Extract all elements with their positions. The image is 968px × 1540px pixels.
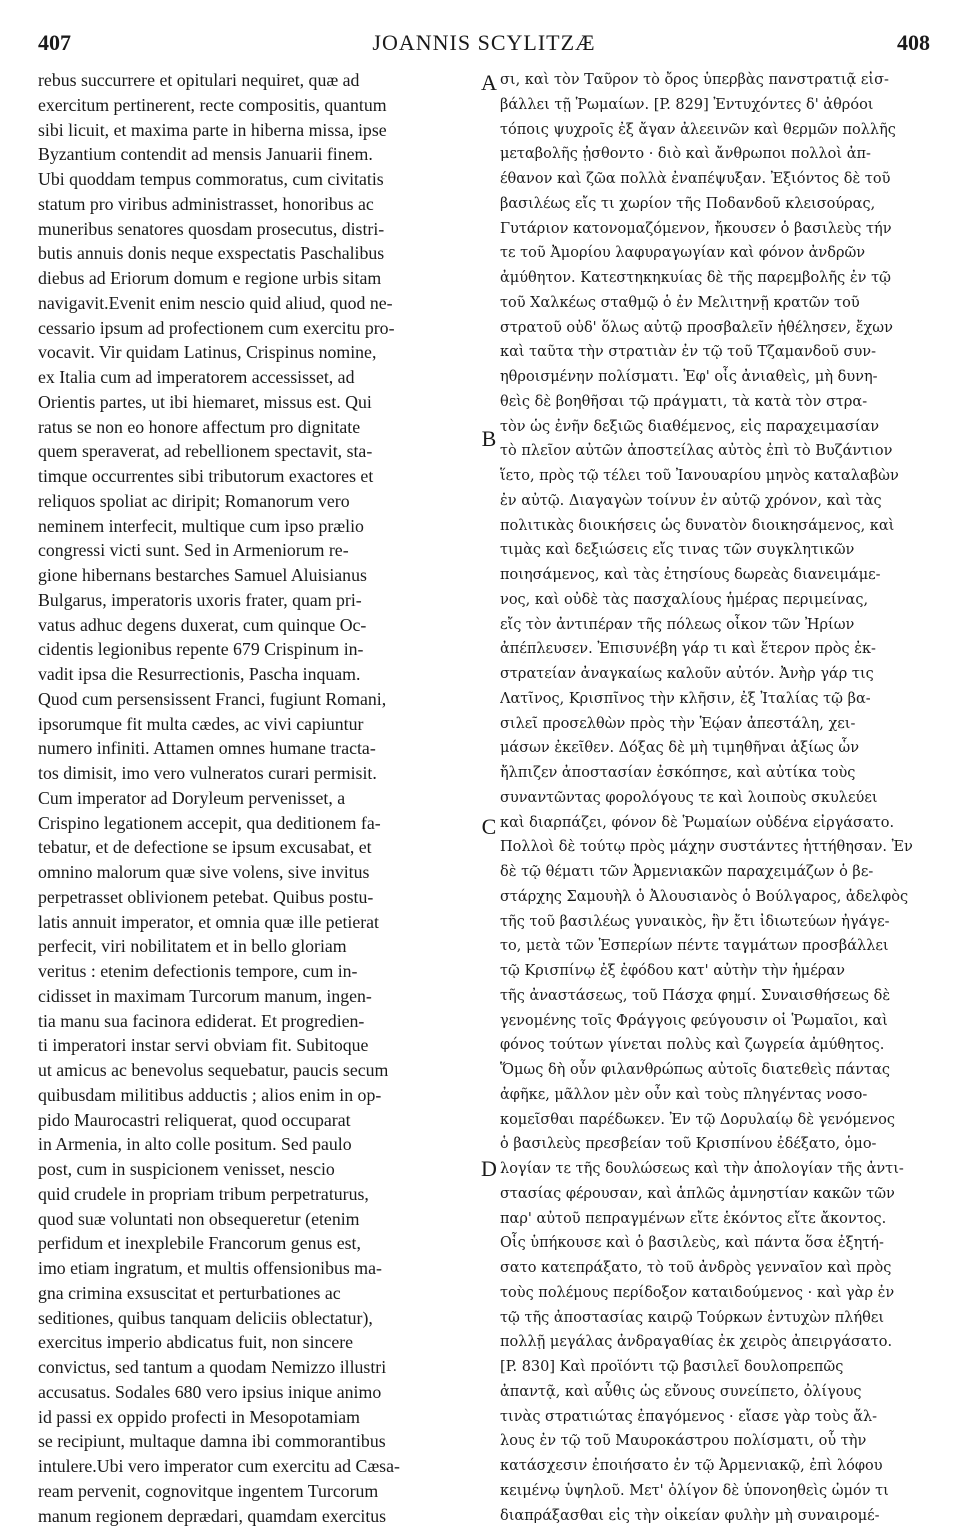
latin-text-line: exercitus imperio abdicatus fuit, non sincere — [38, 1332, 354, 1353]
latin-text-line: reliquos spoliat ac diripit; Romanorum vero — [38, 490, 350, 511]
latin-text-line: Quod cum persensissent Franci, fugiunt Romani, — [38, 688, 387, 709]
greek-text-line: ὁ βασιλεὺς πρεσβείαν τοῦ Κρισπίνου ἐδέξατο, ὁμο- — [500, 1136, 877, 1153]
latin-text-line: vadit ipsa die Resurrectionis, Pascha inquam. — [38, 664, 361, 684]
section-marker-c: C — [481, 814, 497, 839]
greek-text-line: ἐν αὐτῷ. Διαγαγὼν τοίνυν ἐν αὐτῷ χρόνον, καὶ τὰς — [500, 492, 882, 509]
greek-text-line: κομεῖσθαι παρέδωκεν. Ἐν τῷ Δορυλαίῳ δὲ γενόμενος — [500, 1111, 895, 1128]
greek-text-line: γενομένης τοῖς Φράγγοις φεύγουσιν οἱ Ῥωμαῖοι, καὶ — [500, 1012, 888, 1029]
greek-text-line: στάρχης Σαμουὴλ ὁ Ἀλουσιανὸς ὁ Βούλγαρος, ἀδελφὸς — [500, 888, 909, 905]
greek-text-line: καὶ διαρπάζει, φόνον δὲ Ῥωμαίων οὐδένα εἰργάσατο. — [500, 814, 895, 831]
latin-text-line: statum pro viribus administrasset, honoribus ac — [38, 193, 374, 214]
greek-text-line: φόνος τούτων γίνεται πολὺς καὶ ζωγρεία ἀμύθητος. — [500, 1037, 885, 1054]
greek-text-line: καὶ ταῦτα τὴν στρατιὰν ἐν τῷ τοῦ Τζαμανδοῦ συν- — [500, 344, 876, 361]
latin-text-line: intulere.Ubi vero imperator cum exercitu ad Cæsa- — [38, 1456, 400, 1476]
greek-text-line: Πολλοὶ δὲ τούτῳ πρὸς μάχην συστάντες ἡττήθησαν. Ἐν — [500, 839, 913, 856]
greek-text-line: το, μετὰ τῶν Ἑσπερίων πέντε ταγμάτων προσβάλλει — [500, 938, 889, 955]
latin-text-line: imo etiam ingratum, et multis offensionibus ma- — [38, 1258, 382, 1278]
greek-text-line: ηθροισμένην πολίσματι. Ἐφ' οἷς ἀνιαθεὶς, μὴ δυνη- — [500, 369, 878, 385]
latin-text-line: ut amicus ac benevolus sequebatur, paucis secum — [38, 1060, 389, 1080]
right-page-number: 408 — [897, 30, 930, 55]
section-marker-d: D — [481, 1156, 497, 1181]
greek-text-line: στασίας φέρουσαν, καὶ ἁπλῶς ἀμνηστίαν κακῶν τῶν — [500, 1185, 895, 1202]
latin-text-line: Bulgarus, imperatoris uxoris frater, quam pri- — [38, 589, 362, 610]
latin-text-line: latis annuit imperator, et omnia quæ ille petierat — [38, 911, 379, 932]
greek-text-line: ἵετο, πρὸς τῷ τέλει τοῦ Ἰανουαρίου μηνὸς καταλαβὼν — [500, 468, 899, 484]
greek-text-line: βασιλέως εἴς τι χωρίον τῆς Ποδανδοῦ κλεισούρας, — [500, 195, 876, 212]
latin-text-line: se recipiunt, multaque damna ibi commorantibus — [38, 1431, 386, 1452]
greek-text-line: τῷ Κρισπίνῳ ἐξ ἐφόδου κατ' αὐτὴν τὴν ἡμέραν — [500, 963, 845, 979]
greek-text-line: έθανον καὶ ζῶα πολλὰ ἐναπέψυξαν. Ἐξιόντος δὲ τοῦ — [500, 171, 891, 187]
latin-text-line: gione hibernans bestarches Samuel Aluisianus — [38, 565, 367, 585]
latin-text-line: veritus : etenim defectionis tempore, cum in- — [38, 961, 358, 981]
latin-text-line: neminem interfecit, multique cum ipso prælio — [38, 515, 364, 536]
latin-text-line: tos dimisit, imo vero vulneratos curari permisit. — [38, 763, 377, 783]
left-page-number: 407 — [38, 30, 71, 55]
greek-text-line: Γυτάριον κατονομαζόμενον, ἤκουσεν ὁ βασιλεὺς τήν — [500, 220, 892, 237]
latin-text-line: manum regionem deprædari, quamdam exercitus — [38, 1505, 387, 1526]
greek-text-line: τινὰς στρατιώτας ἐπαγόμενος · εἴασε γὰρ τοὺς ἄλ- — [500, 1408, 878, 1425]
running-title: JOANNIS SCYLITZÆ — [372, 30, 596, 55]
greek-text-line: ἤλπιζεν ἀποστασίαν ἐσκόπησε, καὶ αὐτίκα τοὺς — [500, 765, 856, 781]
greek-text-line: παρ' αὐτοῦ πεπραγμένων εἴτε ἑκόντος εἴτε ἄκοντος. — [500, 1210, 887, 1227]
greek-text-line: ποιησάμενος, καὶ τὰς ἐτησίους δωρεὰς διανειμάμε- — [500, 567, 881, 583]
latin-text-line: Ubi quoddam tempus commoratus, cum civitatis — [38, 169, 384, 189]
latin-text-line: Cum imperator ad Doryleum pervenisset, a — [38, 787, 346, 808]
greek-text-line: θεὶς δὲ βοηθῆσαι τῷ πράγματι, τὰ κατὰ τὸν στρα- — [500, 393, 868, 410]
greek-text-line: τοὺς πολέμους περίδοξον καταιδούμενος · καὶ γὰρ ἐν — [500, 1284, 895, 1301]
page-header — [38, 30, 930, 62]
latin-text-line: numero infiniti. Attamen omnes humane tracta- — [38, 738, 376, 759]
greek-text-line: [P. 830] Καὶ προϊόντι τῷ βασιλεῖ δουλοπρεπῶς — [500, 1359, 844, 1375]
latin-text-line: cidentis legionibus repente 679 Crispinum in- — [38, 639, 364, 660]
latin-text-line: quod suæ voluntati non obsequeretur (etenim — [38, 1208, 360, 1229]
greek-text-line: μάσων ἐκεῖθεν. Δόξας δὲ μὴ τιμηθῆναι ἀξίως ὧν — [500, 740, 860, 757]
greek-text-line: κειμένῳ ὑψηλοῦ. Μετ' ὀλίγον δὲ ὑπονοηθεὶς ὠμόν τι — [500, 1482, 889, 1499]
latin-text-line: gna crimina exsuscitat et perturbationes ac — [38, 1282, 341, 1303]
greek-text-line: σι, καὶ τὸν Ταῦρον τὸ ὄρος ὑπερβὰς πανστρατιᾷ εἰσ- — [500, 72, 889, 88]
latin-text-line: ream pervenit, cognovitque ingentem Turcorum — [38, 1480, 379, 1501]
latin-text-line: sibi licuit, et maxima parte in hiberna missa, ipse — [38, 119, 387, 140]
latin-text-line: accusatus. Sodales 680 vero ipsius inique animo — [38, 1381, 382, 1402]
latin-text-line: ratus se non eo honore affectum pro dignitate — [38, 416, 361, 437]
greek-text-line: ἀμύθητον. Κατεστηκηκυίας δὲ τῆς παρεμβολῆς ἐν τῷ — [500, 270, 891, 286]
greek-text-line: νος, καὶ οὐδὲ τὰς πασχαλίους ἡμέρας περιμείνας, — [500, 591, 869, 608]
latin-text-line: navigavit.Evenit enim nescio quid aliud, quod ne- — [38, 292, 393, 313]
latin-text-line: tia manu sua facinora ediderat. Et progredien- — [38, 1010, 365, 1031]
greek-text-line: τῷ τῆς ἀποστασίας καιρῷ Τούρκων ἐντυχὼν πλήθει — [500, 1309, 885, 1326]
greek-text-line: τιμὰς καὶ δεξιώσεις εἴς τινας τῶν συγκλητικῶν — [500, 542, 855, 559]
greek-text-line: τοῦ Χαλκέως σταθμῷ ὁ ἐν Μελιτηνῇ κρατῶν τοῦ — [500, 294, 860, 311]
greek-text-line: λογίαν τε τῆς δουλώσεως καὶ τὴν ἀπολογίαν τῆς ἀντι- — [500, 1161, 904, 1177]
greek-text-line: τόποις ψυχροῖς ἐξ ἄγαν ἀλεεινῶν καὶ θερμῶν πολλῆς — [500, 121, 896, 138]
greek-text-line: τὸ πλεῖον αὐτῶν ἀποστείλας αὐτὸς ἐπὶ τὸ Βυζάντιον — [500, 443, 893, 460]
greek-text-line: Οἷς ὑπήκουσε καὶ ὁ βασιλεὺς, καὶ πάντα ὅσα ἐξητή- — [500, 1235, 884, 1252]
greek-text-line: εἴς τὸν ἀντιπέραν τῆς πόλεως οἶκον τῶν Ἠρίων — [500, 616, 855, 633]
latin-text-line: quem speraverat, ad rebellionem spectavit, sta- — [38, 441, 373, 462]
latin-text-line: perpetrasset oblivionem petebat. Quibus postu- — [38, 886, 374, 907]
greek-text-line: τῆς τοῦ βασιλέως γυναικὸς, ἣν ἔτι ἰδιωτεύων ἠγάγε- — [500, 913, 890, 930]
greek-text-line: πολιτικὰς διοικήσεις ὡς δυνατὸν διοικησάμενος, καὶ — [500, 517, 895, 534]
latin-text-line: id passi ex oppido profecti in Mesopotamiam — [38, 1406, 360, 1427]
latin-text-line: congressi victi sunt. Sed in Armeniorum re- — [38, 540, 349, 561]
greek-text-line: κατάσχεσιν ἐποιήσατο ἐν τῷ Ἀρμενιακῷ, ἐπὶ λόφου — [500, 1458, 883, 1474]
greek-text-line: ἀφῆκε, μᾶλλον μὲν οὖν καὶ τοὺς πληγέντας νοσο- — [500, 1086, 868, 1103]
latin-column — [38, 68, 476, 1528]
greek-text-line: Λατῖνος, Κρισπῖνος τὴν κλῆσιν, ἐξ Ἰταλίας τῷ βα- — [500, 690, 871, 707]
greek-text-line: Ὅμως δὴ οὖν φιλανθρώπως αὐτοῖς διατεθεὶς πάντας — [500, 1062, 890, 1078]
section-marker-a: A — [481, 70, 497, 95]
latin-text-line: tebatur, et de defectione se ipsum excusabat, et — [38, 837, 372, 858]
latin-text-line: cidisset in maximam Turcorum manum, ingen- — [38, 985, 372, 1006]
latin-text-line: convictus, sed tantum a quodam Nemizzo illustri — [38, 1357, 387, 1377]
latin-text-line: ex Italia cum ad imperatorem accessisset, ad — [38, 367, 355, 387]
latin-text-line: butis annuis donis neque exspectatis Paschalibus — [38, 243, 385, 264]
latin-text-line: seditiones, quibus tanquam deliciis oblectatur), — [38, 1307, 373, 1328]
latin-text-line: pido Maurocastri reliquerat, quod occuparat — [38, 1109, 351, 1130]
latin-text-line: quid crudele in propriam tribum perpetraturus, — [38, 1183, 369, 1204]
greek-text-line: τὸν ὡς ἐνῆν δεξιῶς διαθέμενος, εἰς παραχειμασίαν — [500, 418, 880, 435]
latin-text-line: post, cum in suspicionem venisset, nescio — [38, 1159, 335, 1179]
latin-text-line: omnino malorum quæ sive volens, sive invitus — [38, 862, 370, 882]
greek-text-line: συναντῶντας φορολόγους τε καὶ λοιποὺς σκυλεύει — [500, 789, 878, 806]
latin-text-line: Byzantium contendit ad mensis Januarii finem. — [38, 144, 373, 165]
latin-text-line: quibusdam militibus adductis ; alios enim in op- — [38, 1084, 382, 1105]
greek-column — [500, 68, 932, 1528]
greek-text-line: σιλεῖ προσελθὼν πρὸς τὴν Ἑῴαν ἀπεστάλη, χει- — [500, 715, 856, 732]
latin-text-line: cessario ipsum ad profectionem cum exercitu pro- — [38, 317, 395, 338]
latin-text-line: in Armenia, in alto colle positum. Sed paulo — [38, 1134, 352, 1155]
latin-text-line: exercitum pertinerent, recte compositis, quantum — [38, 94, 387, 115]
latin-text-line: vatus adhuc degens duxerat, cum quinque Oc- — [38, 614, 367, 635]
latin-text-line: ti imperatori instar servi obviam fit. Subitoque — [38, 1035, 369, 1056]
latin-text-line: muneribus senatores quosdam prosecutus, distri- — [38, 218, 385, 239]
greek-text-line: τε τοῦ Ἀμορίου λαφυραγωγίαν καὶ φόνον ἀνδρῶν — [500, 245, 866, 262]
latin-text-line: perfecit, viri nobilitatem et in bello gloriam — [38, 936, 347, 957]
latin-text-line: timque occurrentes sibi tributorum exactores et — [38, 466, 374, 486]
latin-text-line: ipsorumque fit multa cædes, ac vivi capiuntur — [38, 713, 364, 734]
greek-text-line: δὲ τῷ θέματι τῶν Ἀρμενιακῶν παραχειμάζων ὁ βε- — [500, 864, 874, 880]
latin-text-line: Crispino legationem accepit, qua deditionem fa- — [38, 812, 381, 833]
latin-text-line: vocavit. Vir quidam Latinus, Crispinus nomine, — [38, 342, 377, 363]
latin-text-line: Orientis partes, ut ibi hiemaret, missus est. Qui — [38, 391, 372, 412]
greek-text-line: βάλλει τῇ Ῥωμαίων. [P. 829] Ἐντυχόντες δ' ἀθρόοι — [500, 96, 874, 113]
section-marker-b: B — [481, 426, 497, 451]
latin-text-line: rebus succurrere et opitulari nequiret, quæ ad — [38, 70, 360, 90]
greek-text-line: τῆς ἀναστάσεως, τοῦ Πάσχα φημί. Συναισθήσεως δὲ — [500, 987, 891, 1004]
greek-text-line: μεταβολῆς ᾐσθοντο · διὸ καὶ ἄνθρωποι πολλοὶ ἀπ- — [500, 146, 871, 163]
latin-text-line: diebus ad Eriorum domum e regione urbis sitam — [38, 268, 382, 288]
greek-text-line: σατο κατεπράξατο, τὸ τοῦ ἀνδρὸς γενναῖον καὶ πρὸς — [500, 1260, 892, 1276]
greek-text-line: στρατείαν ἀναγκαίως καλοῦν αὐτόν. Ἀνὴρ γάρ τις — [500, 666, 874, 682]
greek-text-line: λους ἐν τῷ τοῦ Μαυροκάστρου πολίσματι, οὗ τὴν — [500, 1433, 867, 1450]
greek-text-line: στρατοῦ οὐδ' ὅλως αὐτῷ προσβαλεῖν ἠθέλησεν, ἔχων — [500, 319, 893, 336]
greek-text-line: ἀπέπλευσεν. Ἐπισυνέβη γάρ τι καὶ ἕτερον πρὸς ἐκ- — [500, 641, 876, 658]
greek-text-line: διαπράξασθαι εἰς τὴν οἰκείαν φυλὴν μὴ συναιρομέ- — [500, 1507, 880, 1524]
greek-text-line: ἀπαντᾷ, καὶ αὖθις ὡς εὔνους συνείπετο, ὀλίγους — [500, 1383, 862, 1400]
greek-text-line: πολλῇ μεγάλας ἀνδραγαθίας ἐκ χειρὸς ἀπειργάσατο. — [500, 1334, 893, 1351]
latin-text-line: perfidum et inexplebile Francorum genus est, — [38, 1233, 361, 1254]
